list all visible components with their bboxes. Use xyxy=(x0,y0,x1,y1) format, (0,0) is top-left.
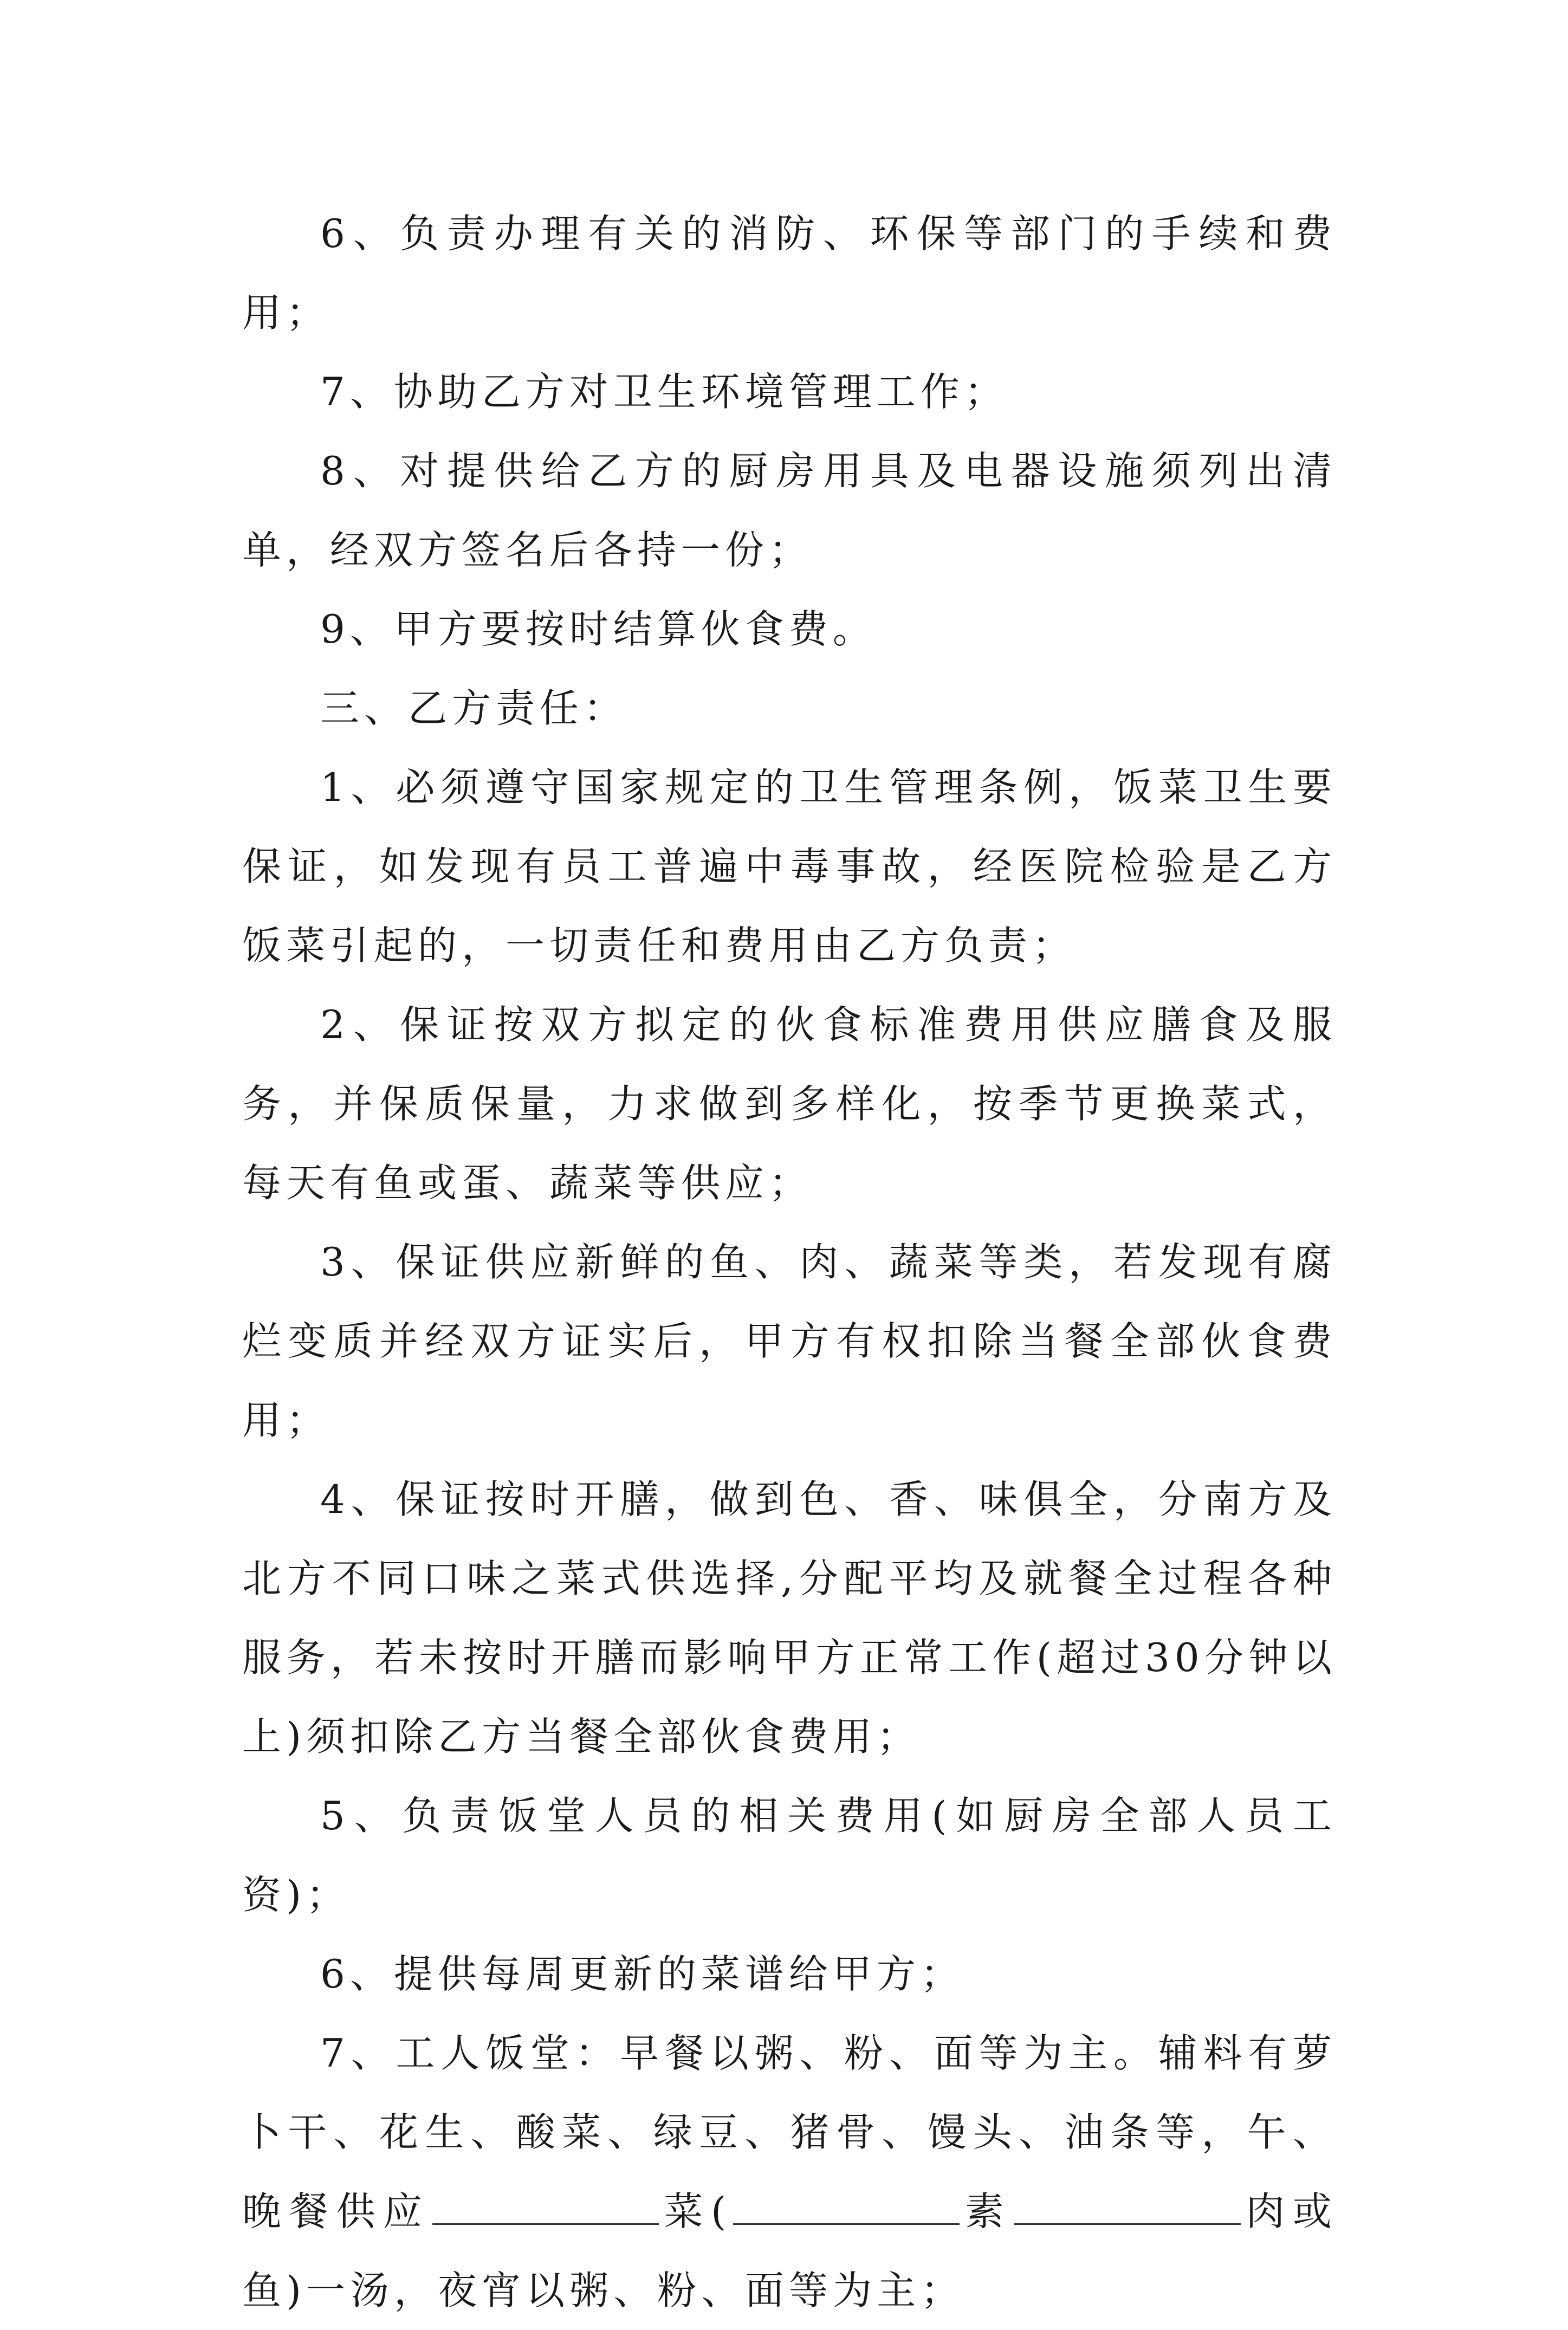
clause-party-b-7-text-2: 菜( xyxy=(660,2189,731,2234)
blank-vegetable-count xyxy=(733,2191,960,2225)
clause-party-a-9: 9、甲方要按时结算伙食费。 xyxy=(320,606,877,652)
clause-party-b-1: 1、必须遵守国家规定的卫生管理条例，饭菜卫生要保证，如发现有员工普遍中毒事故，经医院检验是乙方饭菜引起的，一切责任和费用由乙方负责； xyxy=(242,765,1337,968)
clause-party-a-8: 8、对提供给乙方的厨房用具及电器设施须列出清单，经双方签名后各持一份； xyxy=(242,448,1337,573)
blank-meat-count xyxy=(1014,2191,1241,2225)
section-heading-party-b: 三、乙方责任： xyxy=(320,685,628,731)
clause-party-b-7 xyxy=(242,2014,1337,2330)
clause-party-b-4: 4、保证按时开膳，做到色、香、味俱全，分南方及北方不同口味之菜式供选择,分配平均及就餐全过程各种服务，若未按时开膳而影响甲方正常工作(超过30分钟以上)须扣除乙方当餐全部伙食费用； xyxy=(242,1477,1337,1759)
clause-party-b-7-text-3: 素 xyxy=(962,2189,1012,2234)
clause-party-a-6: 6、负责办理有关的消防、环保等部门的手续和费用； xyxy=(242,211,1337,335)
clause-party-b-6: 6、提供每周更新的菜谱给甲方； xyxy=(320,1951,964,1997)
document-body xyxy=(242,194,1337,2330)
clause-party-b-7-text-4: 肉或鱼)一汤，夜宵以粥、粉、面等为主； xyxy=(242,2189,1337,2313)
clause-party-b-5: 5、负责饭堂人员的相关费用(如厨房全部人员工资)； xyxy=(242,1793,1337,1918)
clause-party-a-7: 7、协助乙方对卫生环境管理工作； xyxy=(320,369,1008,415)
clause-party-b-7-text-1: 7、工人饭堂：早餐以粥、粉、面等为主。辅料有萝卜干、花生、酸菜、绿豆、猪骨、馒头、油条等，午、晚餐供应 xyxy=(242,2030,1337,2234)
clause-party-b-3: 3、保证供应新鲜的鱼、肉、蔬菜等类，若发现有腐烂变质并经双方证实后，甲方有权扣除当餐全部伙食费用； xyxy=(242,1239,1337,1443)
blank-dish-count xyxy=(432,2191,659,2225)
clause-party-b-2: 2、保证按双方拟定的伙食标准费用供应膳食及服务，并保质保量，力求做到多样化，按季节更换菜式，每天有鱼或蛋、蔬菜等供应； xyxy=(242,1002,1337,1206)
